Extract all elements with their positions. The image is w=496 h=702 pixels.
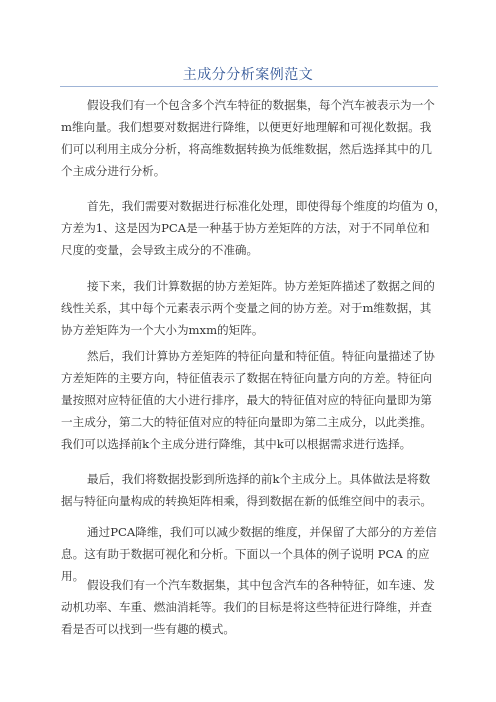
paragraph-6: 通过PCA降维，我们可以减少数据的维度，并保留了大部分的方差信 息。这有助于数据可视化和分析。下面以一个具体的例子说明 PCA 的应用。 (61, 525, 437, 583)
paragraph-1: 假设我们有一个包含多个汽车特征的数据集，每个汽车被表示为一个 m维向量。我们想要对数据进行降维，以便更好地理解和可视化数据。我 们可以利用主成分分析，将高维数据转换为低维数据，然后选择其中的几 个主成分进行分析。 (61, 98, 435, 178)
paragraph-3: 接下来，我们计算数据的协方差矩阵。协方差矩阵描述了数据之间的 线性关系，其中每个元素表示两个变量之间的协方差。对于m维数据，其 协方差矩阵为一个大小为mxm的矩阵。 (61, 279, 435, 337)
paragraph-2: 首先，我们需要对数据进行标准化处理，即使得每个维度的均值为 0， 方差为1、这是因为PCA是一种基于协方差矩阵的方法，对于不同单位和 尺度的变量，会导致主成分的不准确。 (61, 199, 446, 257)
paragraph-5: 最后，我们将数据投影到所选择的前k个主成分上。具体做法是将数 据与特征向量构成的转换矩阵相乘，得到数据在新的低维空间中的表示。 (61, 472, 433, 508)
page-title: 主成分分析案例范文 (182, 67, 314, 83)
paragraph-4: 然后，我们计算协方差矩阵的特征向量和特征值。特征向量描述了协 方差矩阵的主要方向，特征值表示了数据在特征向量方向的方差。特征向 量按照对应特征值的大小进行排序，最大的特征值对应的特征向量即为第 一主成分，第二大的特征值对应的特征向量即为第二主成分，以此类推。 我们可以选择前k个主成分进行降维，其中k可以根据需求进行选择。 (61, 349, 435, 451)
title-divider (60, 86, 438, 87)
paragraph-7: 假设我们有一个汽车数据集，其中包含汽车的各种特征，如车速、发 动机功率、车重、燃油消耗等。我们的目标是将这些特征进行降维，并查 看是否可以找到一些有趣的模式。 (61, 578, 435, 636)
